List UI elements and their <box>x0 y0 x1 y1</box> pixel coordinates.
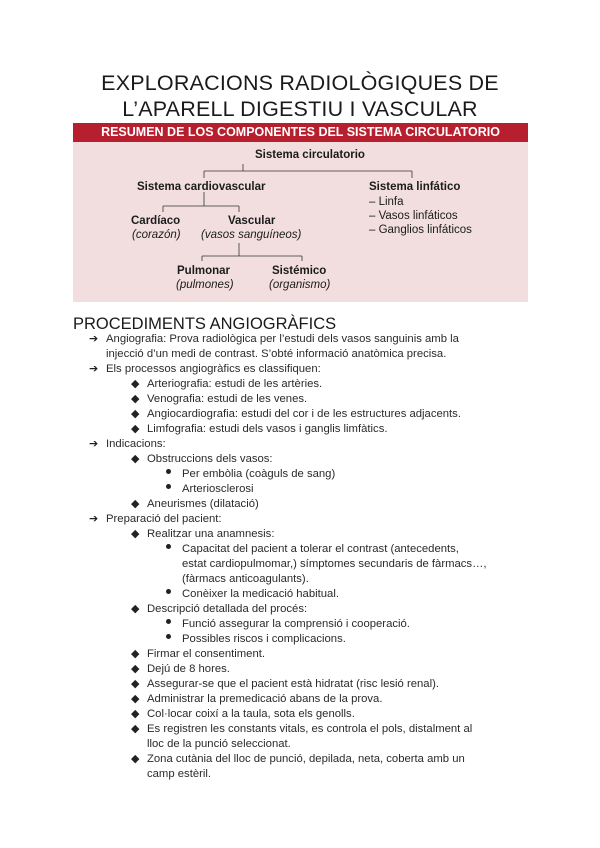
list-item-capacitat-line-2: estat cardiopulmomar,) símptomes secundaris de fàrmacs…, <box>182 558 487 570</box>
dot-bullet-icon <box>166 619 171 624</box>
node-cardiaco: Cardíaco <box>131 215 181 227</box>
list-item-angiocardiografia: Angiocardiografia: estudi del cor i de les estructures adjacents. <box>147 408 461 420</box>
dot-bullet-icon <box>166 589 171 594</box>
list-item-indicacions: Indicacions: <box>106 438 166 450</box>
list-item-aneurismes: Aneurismes (dilatació) <box>147 498 259 510</box>
list-item-zona-line-1: Zona cutània del lloc de punció, depilada, neta, coberta amb un <box>147 753 465 765</box>
diamond-bullet-icon: ◆ <box>131 378 140 390</box>
page-title-line-1: EXPLORACIONS RADIOLÒGIQUES DE <box>101 71 499 95</box>
list-item-embolia: Per embòlia (coàguls de sang) <box>182 468 336 480</box>
diamond-bullet-icon: ◆ <box>131 393 140 405</box>
node-pulmonar-sub: (pulmones) <box>176 279 234 291</box>
node-vascular: Vascular <box>228 215 276 227</box>
diamond-bullet-icon: ◆ <box>131 423 140 435</box>
list-item-riscos: Possibles riscos i complicacions. <box>182 633 346 645</box>
node-cardiaco-sub: (corazón) <box>132 229 181 241</box>
list-item-zona-line-2: camp estèril. <box>147 768 212 780</box>
list-item-angiografia-line-1: Angiografia: Prova radiològica per l’estudi dels vasos sanguinis amb la <box>106 333 459 345</box>
figure-header-banner: RESUMEN DE LOS COMPONENTES DEL SISTEMA CIRCULATORIO <box>73 123 528 142</box>
diamond-bullet-icon: ◆ <box>131 753 140 765</box>
diamond-bullet-icon: ◆ <box>131 678 140 690</box>
node-sistema-cardiovascular: Sistema cardiovascular <box>137 181 266 193</box>
dot-bullet-icon <box>166 544 171 549</box>
node-pulmonar: Pulmonar <box>177 265 231 277</box>
arrow-bullet-icon: ➔ <box>89 438 99 450</box>
arrow-bullet-icon: ➔ <box>89 333 99 345</box>
lymph-item-vasos: – Vasos linfáticos <box>369 210 458 222</box>
diamond-bullet-icon: ◆ <box>131 723 140 735</box>
arrow-bullet-icon: ➔ <box>89 363 99 375</box>
list-item-arteriografia: Arteriografia: estudi de les artèries. <box>147 378 323 390</box>
diamond-bullet-icon: ◆ <box>131 663 140 675</box>
node-sistema-linfatico: Sistema linfático <box>369 181 461 193</box>
lymph-item-ganglios: – Ganglios linfáticos <box>369 224 472 236</box>
arrow-bullet-icon: ➔ <box>89 513 99 525</box>
lymph-item-linfa: – Linfa <box>369 196 404 208</box>
list-item-venografia: Venografia: estudi de les venes. <box>147 393 308 405</box>
diamond-bullet-icon: ◆ <box>131 693 140 705</box>
list-item-anamnesis: Realitzar una anamnesis: <box>147 528 275 540</box>
node-sistemico-sub: (organismo) <box>269 279 331 291</box>
list-item-capacitat-line-1: Capacitat del pacient a tolerar el contrast (antecedents, <box>182 543 459 555</box>
dot-bullet-icon <box>166 469 171 474</box>
list-item-deju: Dejú de 8 hores. <box>147 663 230 675</box>
list-item-funcio: Funció assegurar la comprensió i cooperació. <box>182 618 410 630</box>
list-item-consentiment: Firmar el consentiment. <box>147 648 266 660</box>
page-title-line-2: L’APARELL DIGESTIU I VASCULAR <box>122 97 478 121</box>
list-item-constants-line-2: lloc de la punció seleccionat. <box>147 738 291 750</box>
node-vascular-sub: (vasos sanguíneos) <box>201 229 302 241</box>
list-item-limfografia: Limfografia: estudi dels vasos i ganglis limfàtics. <box>147 423 388 435</box>
list-item-preparacio: Preparació del pacient: <box>106 513 222 525</box>
diamond-bullet-icon: ◆ <box>131 648 140 660</box>
list-item-descripcio: Descripció detallada del procés: <box>147 603 308 615</box>
diamond-bullet-icon: ◆ <box>131 603 140 615</box>
dot-bullet-icon <box>166 484 171 489</box>
list-item-medicacio: Conèixer la medicació habitual. <box>182 588 339 600</box>
dot-bullet-icon <box>166 634 171 639</box>
node-sistemico: Sistémico <box>272 265 327 277</box>
diamond-bullet-icon: ◆ <box>131 408 140 420</box>
diamond-bullet-icon: ◆ <box>131 453 140 465</box>
circulatory-system-figure <box>73 123 528 302</box>
list-item-premedicacio: Administrar la premedicació abans de la prova. <box>147 693 383 705</box>
list-item-processos: Els processos angiogràfics es classifiquen: <box>106 363 321 375</box>
list-item-capacitat-line-3: (fàrmacs anticoagulants). <box>182 573 309 585</box>
list-item-arteriosclerosi: Arteriosclerosi <box>182 483 254 495</box>
node-sistema-circulatorio: Sistema circulatorio <box>255 149 365 161</box>
list-item-constants-line-1: Es registren les constants vitals, es controla el pols, distalment al <box>147 723 473 735</box>
section-title: PROCEDIMENTS ANGIOGRÀFICS <box>73 315 337 333</box>
diamond-bullet-icon: ◆ <box>131 528 140 540</box>
list-item-angiografia-line-2: injecció d’un medi de contrast. S’obté informació anatòmica precisa. <box>106 348 447 360</box>
list-item-obstruccions: Obstruccions dels vasos: <box>147 453 273 465</box>
diamond-bullet-icon: ◆ <box>131 708 140 720</box>
diamond-bullet-icon: ◆ <box>131 498 140 510</box>
list-item-hidratat: Assegurar-se que el pacient està hidratat (risc lesió renal). <box>147 678 439 690</box>
list-item-coixi: Col·locar coixí a la taula, sota els genolls. <box>147 708 355 720</box>
